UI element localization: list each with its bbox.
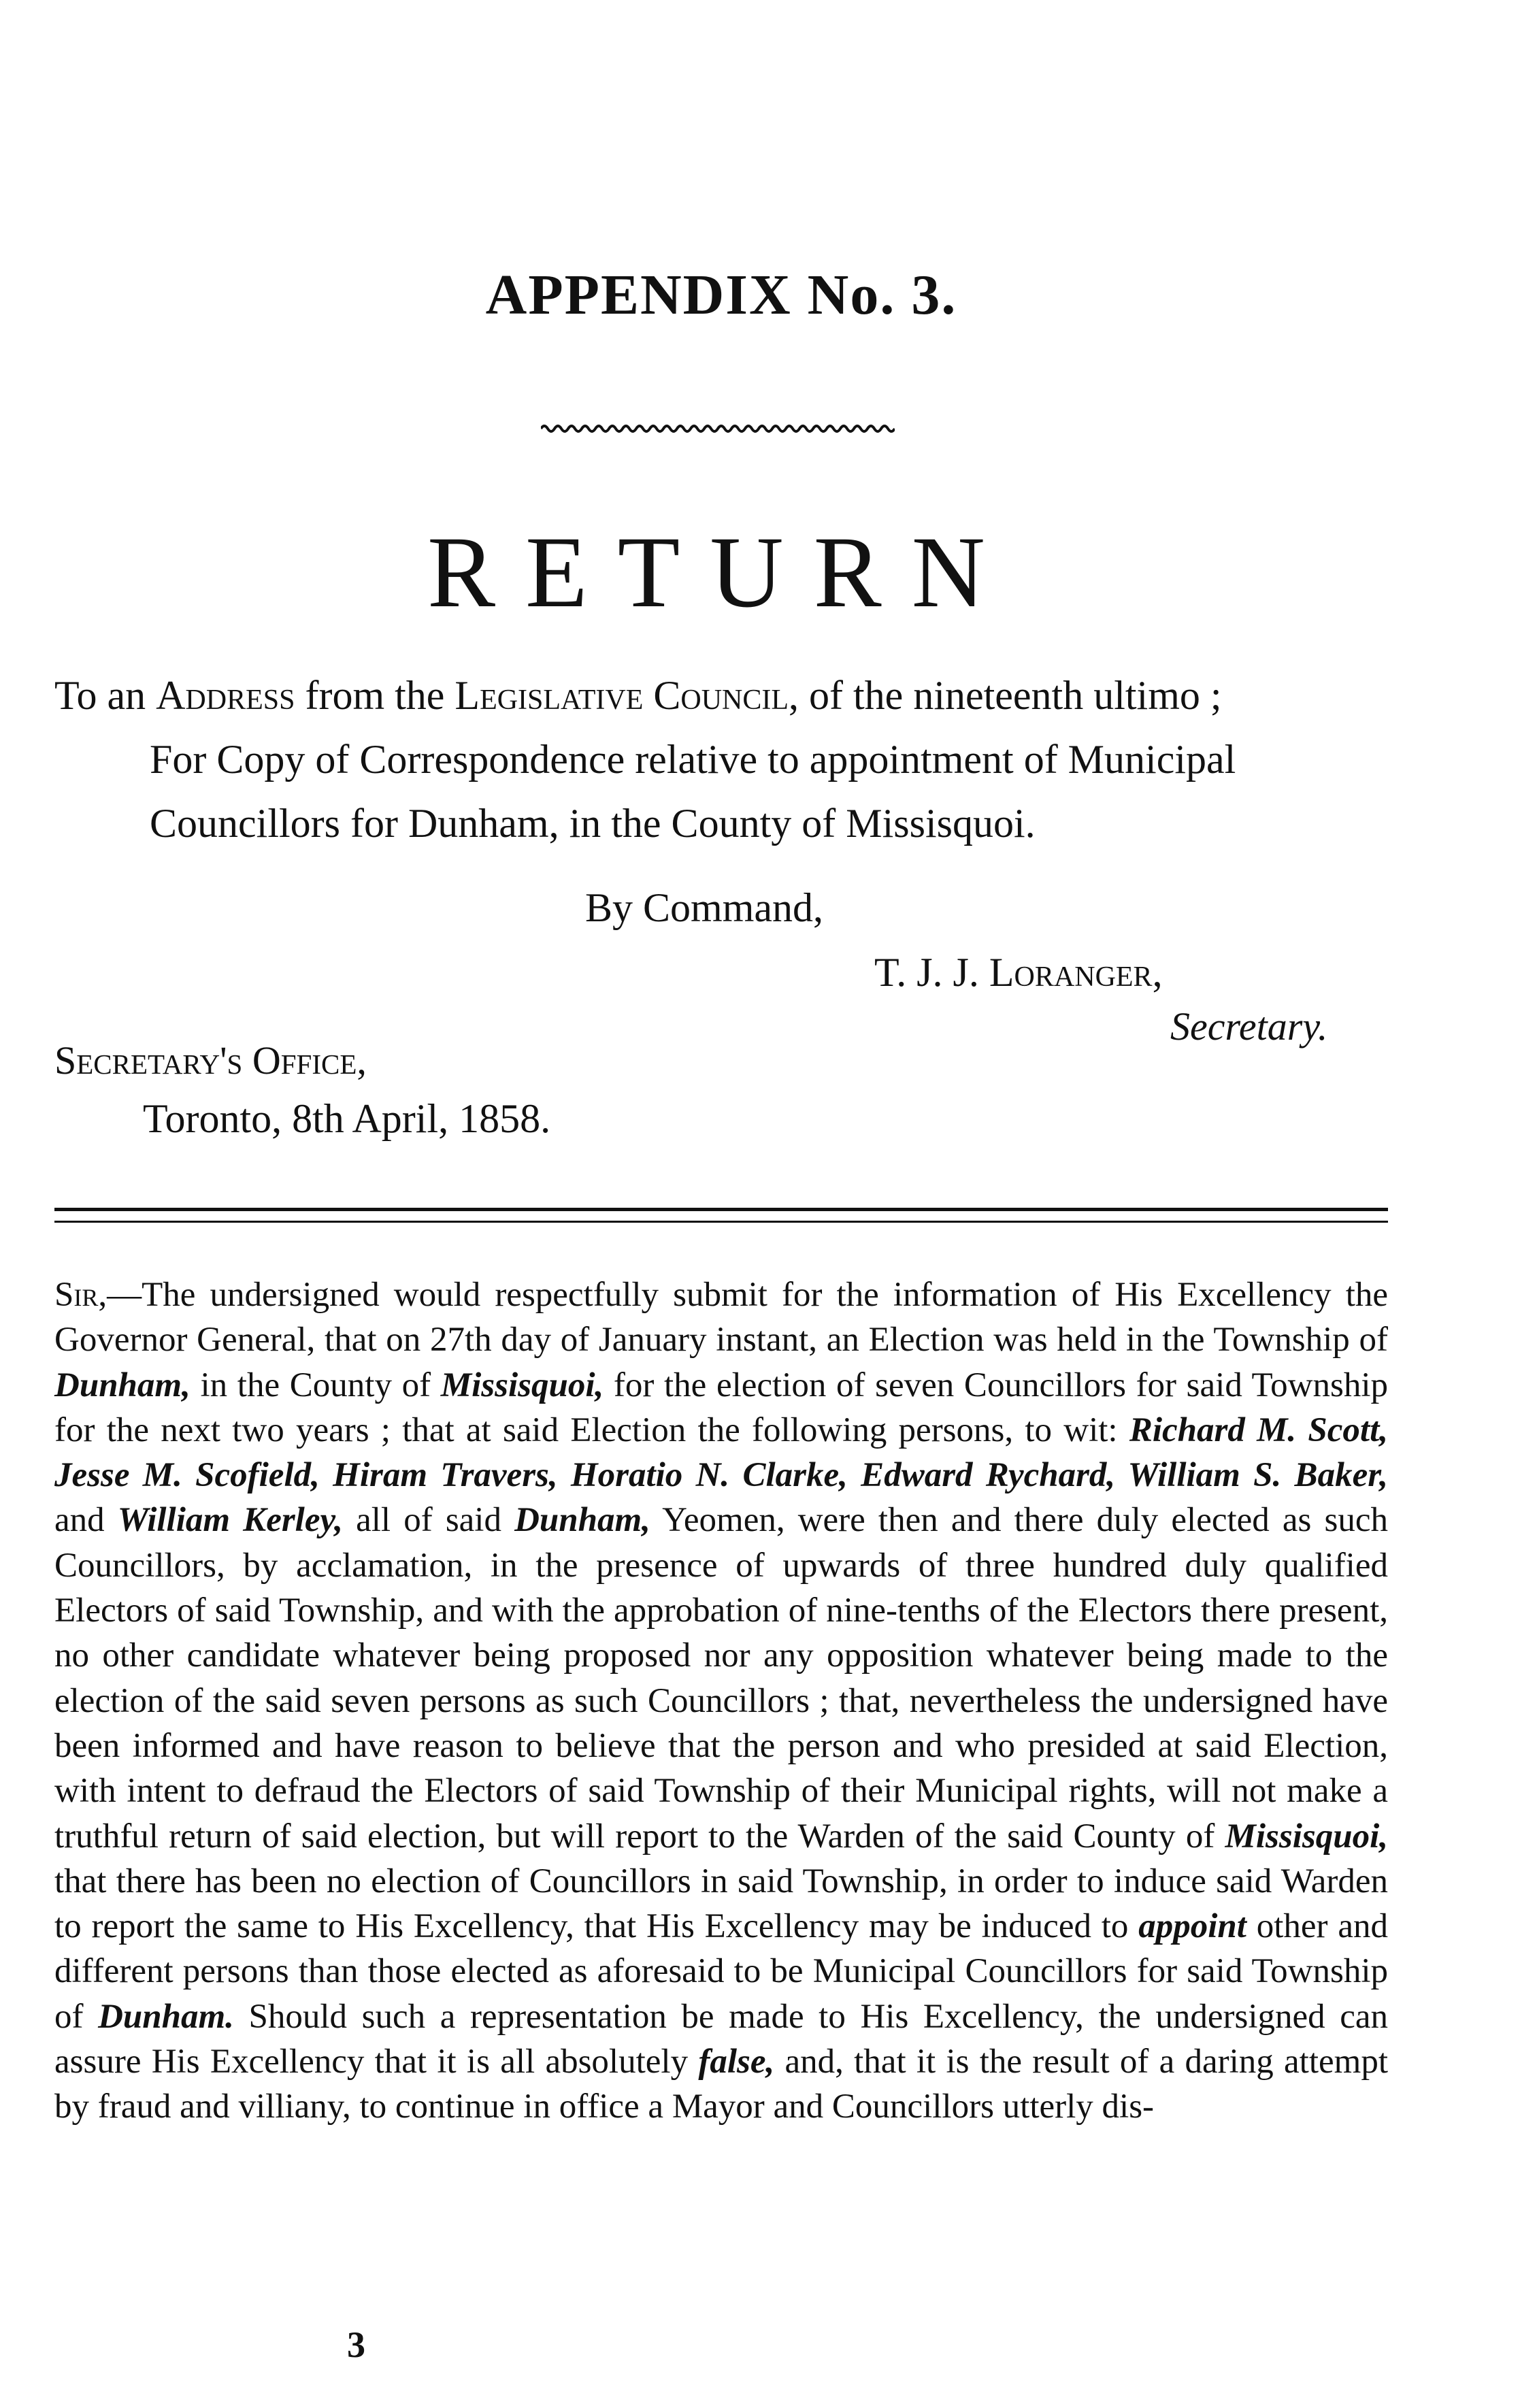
letter-segment: in the County of: [190, 1366, 441, 1404]
address-text: , of the nineteenth ultimo ;: [789, 673, 1222, 718]
letter-emphasis: Dunham,: [54, 1366, 191, 1404]
letter-segment: Should such a representation be made to His Excellency, the undersigned can assure His Excellency that it is all absolutely: [54, 1997, 1388, 2081]
letter-emphasis: false,: [698, 2043, 775, 2081]
letter-segment: other and different persons than those elected as aforesaid to be Municipal Councillors for said Township of: [54, 1907, 1388, 2036]
letter-segment: all of said: [343, 1501, 515, 1540]
letter-emphasis: appoint: [1138, 1907, 1246, 1946]
letter-body: [54, 1272, 1388, 2130]
address-block: [54, 663, 1388, 855]
address-line-3: Councillors for Dunham, in the County of Missisquoi.: [150, 801, 1036, 846]
office-place-date: Toronto, 8th April, 1858.: [143, 1096, 551, 1141]
wavy-rule-divider: [541, 420, 895, 437]
appendix-title: APPENDIX No. 3.: [485, 263, 957, 327]
letter-segment: that there has been no election of Councillors in said Township, in order to induce said Warden to report the same to His Excellency, that His Excellency may be induced to: [54, 1862, 1388, 1946]
signatory-initials: T. J. J.: [874, 950, 989, 995]
letter-emphasis: Missisquoi,: [1225, 1817, 1388, 1856]
signatory-name: Loranger,: [989, 950, 1163, 995]
double-rule-divider: [54, 1208, 1388, 1223]
page-number: 3: [347, 2324, 365, 2365]
signatory-title: Secretary.: [1170, 1004, 1328, 1049]
address-line-2: For Copy of Correspondence relative to appointment of Municipal: [150, 737, 1236, 782]
address-text: from the: [295, 673, 455, 718]
council-name: Legislative Council: [455, 673, 789, 718]
letter-segment: and, that it is the result of a daring attempt by fraud and villiany, to continue in office a Mayor and Councillors utterly dis-: [54, 2043, 1388, 2126]
letter-segment: and: [54, 1501, 118, 1540]
letter-emphasis: Dunham,: [514, 1501, 650, 1540]
letter-salutation: Sir,: [54, 1276, 108, 1314]
letter-emphasis: Missisquoi,: [440, 1366, 604, 1404]
return-title: RETURN: [427, 516, 1015, 629]
office-name: Secretary's Office,: [54, 1038, 367, 1083]
letter-emphasis: William Kerley,: [117, 1501, 343, 1540]
address-word: Address: [156, 673, 295, 718]
signatory: [874, 949, 1163, 996]
letter-segment: Yeomen, were then and there duly elected as such Councillors, by acclamation, in the presence of upwards of three hundred duly qualified Electors of said Township, and with the approbation of nine-tenths of the Electors there present, no other candidate whatever being proposed nor any opposition whatever being made to the election of the said seven persons as such Councillors ; that, nevertheless the undersigned have been informed and have reason to believe that the person and who presided at said Election, with intent to defraud the Electors of said Township of their Municipal rights, will not make a truthful return of said election, but will report to the Warden of the said County of: [54, 1501, 1389, 1856]
address-text: To an: [54, 673, 156, 718]
by-command: By Command,: [585, 885, 824, 930]
letter-emphasis: Richard M. Scott, Jesse M. Scofield, Hiram Travers, Horatio N. Clarke, Edward Rychard, William S. Baker,: [54, 1411, 1388, 1495]
letter-text: [54, 1276, 1388, 2126]
letter-segment: —The undersigned would respectfully submit for the information of His Excellency the Governor General, that on 27th day of January instant, an Election was held in the Township of: [54, 1276, 1388, 1359]
address-line-1: [54, 663, 1388, 727]
letter-emphasis: Dunham.: [98, 1997, 234, 2036]
letter-segment: for the election of seven Councillors for said Township for the next two years ; that at said Election the following persons, to wit:: [54, 1366, 1388, 1449]
